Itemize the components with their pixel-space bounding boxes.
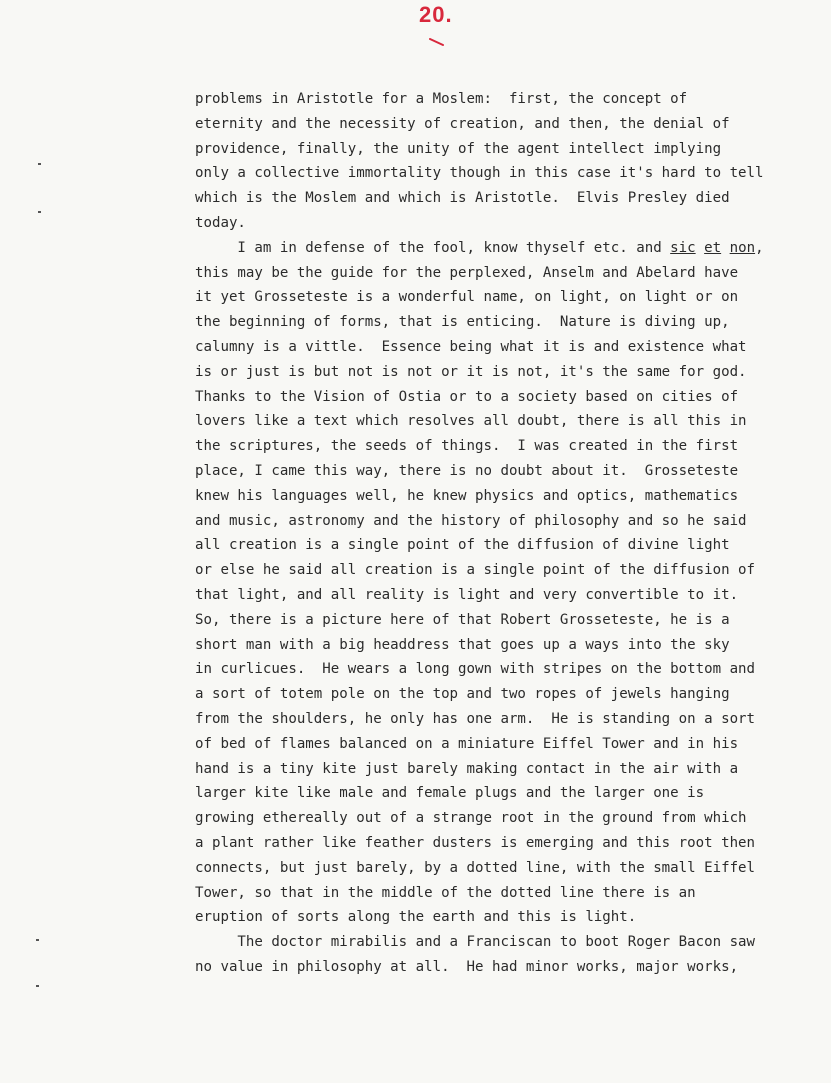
margin-mark bbox=[36, 939, 39, 941]
underlined-word: sic bbox=[670, 239, 696, 256]
line-lead: I am in defense of the fool, know thyself etc. and bbox=[195, 239, 671, 256]
text-line: from the shoulders, he only has one arm. He is standing on a sort bbox=[195, 710, 756, 727]
text-line: So, there is a picture here of that Robert Grosseteste, he is a bbox=[195, 611, 730, 628]
text-line: eternity and the necessity of creation, and then, the denial of bbox=[195, 115, 730, 132]
text-line: problems in Aristotle for a Moslem: first, the concept of bbox=[195, 91, 688, 107]
text-line: of bed of flames balanced on a miniature Eiffel Tower and in his bbox=[195, 735, 739, 752]
text-line: place, I came this way, there is no doubt about it. Grosseteste bbox=[195, 462, 739, 479]
text-line: Thanks to the Vision of Ostia or to a society based on cities of bbox=[195, 388, 739, 405]
text-line: calumny is a vittle. Essence being what it is and existence what bbox=[195, 338, 747, 355]
underlined-word: et bbox=[704, 239, 722, 256]
text-line: connects, but just barely, by a dotted line, with the small Eiffel bbox=[195, 859, 756, 876]
text-line: providence, finally, the unity of the agent intellect implying bbox=[195, 140, 722, 157]
text-line: all creation is a single point of the diffusion of divine light bbox=[195, 537, 730, 554]
text-line: larger kite like male and female plugs and the larger one is bbox=[195, 785, 705, 802]
text-line: a plant rather like feather dusters is emerging and this root then bbox=[195, 834, 756, 851]
text-line: eruption of sorts along the earth and this is light. bbox=[195, 909, 637, 926]
text-line: that light, and all reality is light and very convertible to it. bbox=[195, 586, 739, 603]
text-line: today. bbox=[195, 214, 246, 231]
text-line: it yet Grosseteste is a wonderful name, on light, on light or on bbox=[195, 289, 739, 306]
red-tick-mark bbox=[429, 38, 445, 46]
text-line: hand is a tiny kite just barely making contact in the air with a bbox=[195, 760, 739, 777]
text-line: this may be the guide for the perplexed, Anselm and Abelard have bbox=[195, 264, 739, 281]
body-text bbox=[195, 87, 795, 980]
text-line: knew his languages well, he knew physics and optics, mathematics bbox=[195, 487, 739, 504]
text-line-with-underline bbox=[195, 236, 795, 261]
text-line: no value in philosophy at all. He had minor works, major works, bbox=[195, 958, 739, 975]
text-line: Tower, so that in the middle of the dotted line there is an bbox=[195, 884, 696, 901]
margin-mark bbox=[36, 985, 39, 987]
page-number: 20. bbox=[419, 2, 453, 27]
text-line: a sort of totem pole on the top and two ropes of jewels hanging bbox=[195, 686, 730, 703]
text-line: or else he said all creation is a single point of the diffusion of bbox=[195, 562, 756, 579]
text-line: growing ethereally out of a strange root in the ground from which bbox=[195, 810, 747, 827]
comma: , bbox=[755, 239, 764, 256]
margin-mark bbox=[38, 163, 41, 165]
text-line: only a collective immortality though in this case it's hard to tell bbox=[195, 165, 764, 182]
text-line: which is the Moslem and which is Aristotle. Elvis Presley died bbox=[195, 190, 730, 207]
text-line: and music, astronomy and the history of philosophy and so he said bbox=[195, 512, 747, 529]
text-line: short man with a big headdress that goes up a ways into the sky bbox=[195, 636, 730, 653]
text-line: in curlicues. He wears a long gown with stripes on the bottom and bbox=[195, 661, 756, 678]
text-line: is or just is but not is not or it is not, it's the same for god. bbox=[195, 363, 747, 380]
text-line: lovers like a text which resolves all doubt, there is all this in bbox=[195, 413, 747, 430]
margin-mark bbox=[38, 211, 41, 213]
text-line: the beginning of forms, that is enticing. Nature is diving up, bbox=[195, 314, 730, 331]
underlined-word: non bbox=[729, 239, 756, 256]
text-line: the scriptures, the seeds of things. I was created in the first bbox=[195, 438, 739, 455]
text-line: The doctor mirabilis and a Franciscan to boot Roger Bacon saw bbox=[195, 934, 756, 951]
